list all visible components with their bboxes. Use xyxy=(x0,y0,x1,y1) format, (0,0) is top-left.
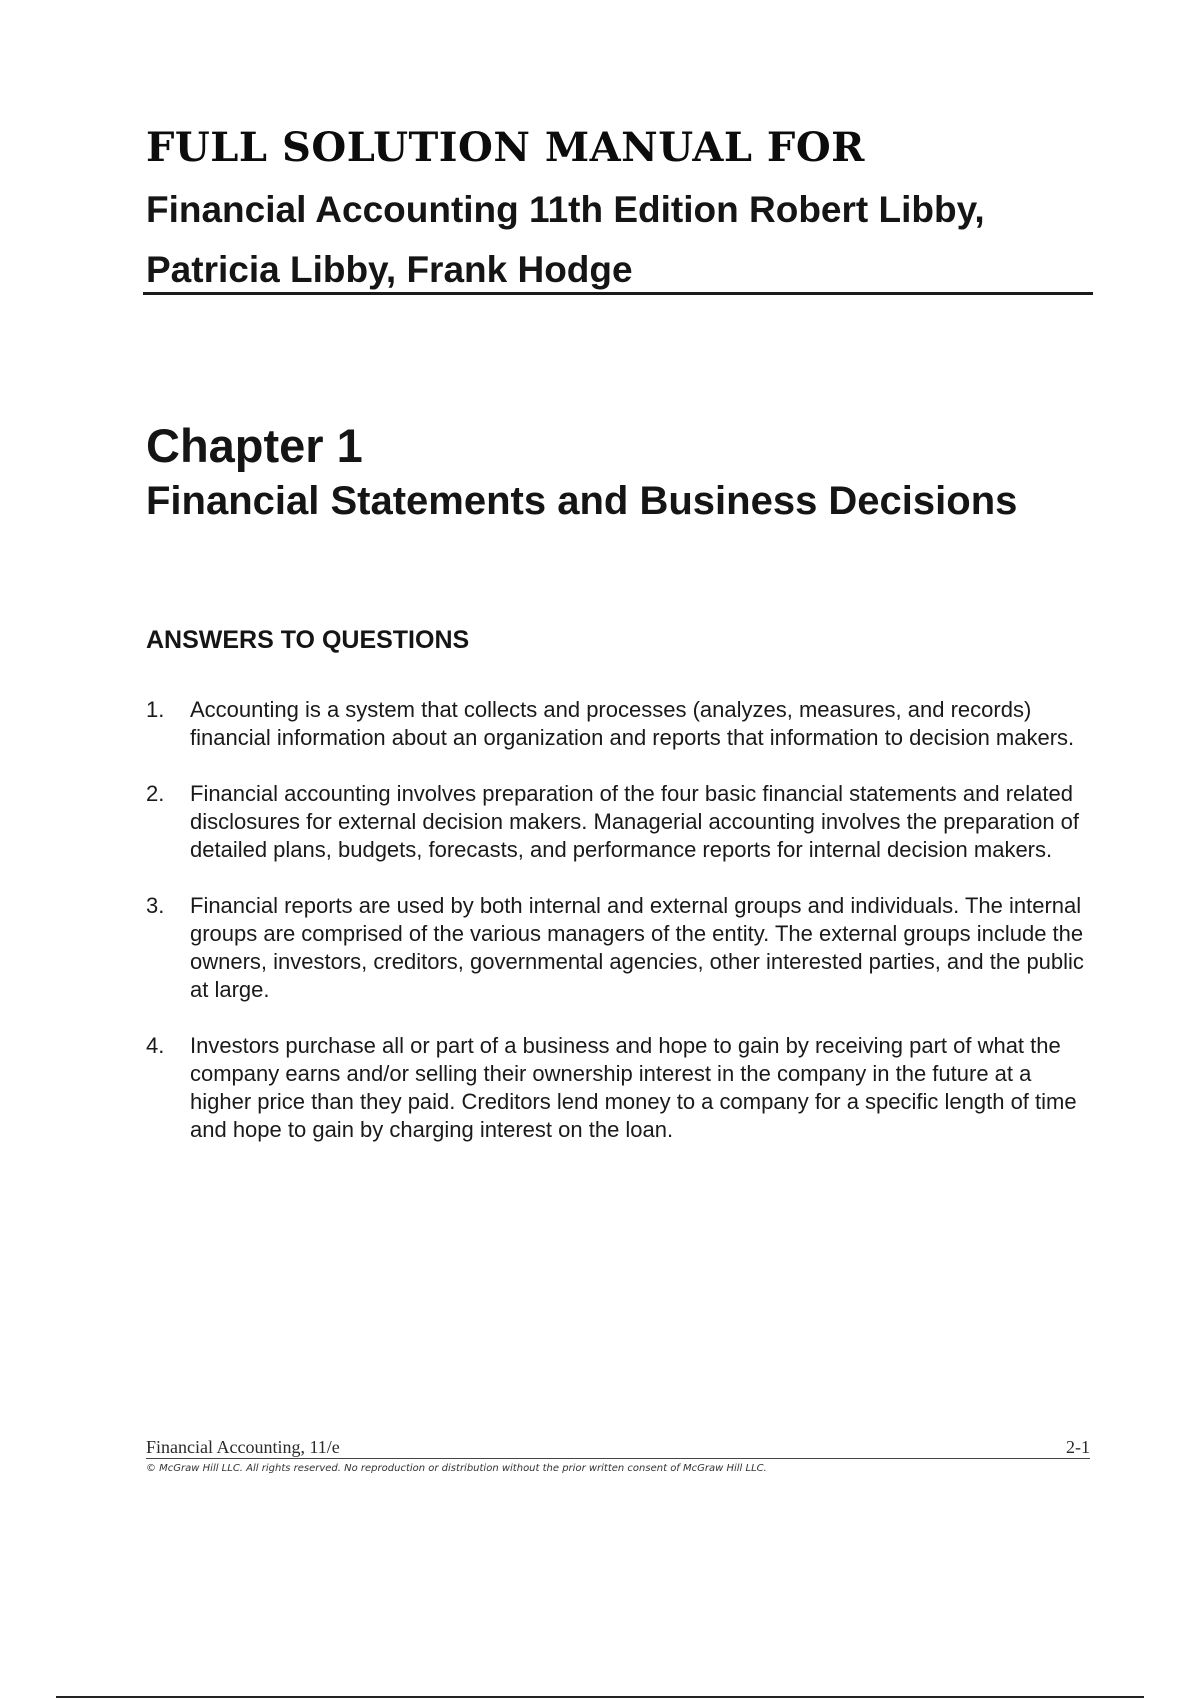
answer-number: 2. xyxy=(146,781,165,806)
answer-number: 3. xyxy=(146,893,165,918)
answer-number: 1. xyxy=(146,697,165,722)
answer-item-2 xyxy=(146,780,1096,864)
chapter-title: Financial Statements and Business Decisions xyxy=(146,479,1018,523)
answer-item-3 xyxy=(146,892,1096,1004)
section-heading: ANSWERS TO QUESTIONS xyxy=(146,626,470,654)
answer-text: Financial reports are used by both internal and external groups and individuals. The internal groups are comprised of the various managers of the entity. The external groups include the owners, investors, creditors, governmental agencies, other interested parties, and the public at large. xyxy=(190,893,1084,1002)
page-bottom-divider xyxy=(56,1696,1144,1698)
footer-page-number: 2-1 xyxy=(1066,1437,1090,1457)
title-underline xyxy=(143,292,1093,295)
chapter-number: Chapter 1 xyxy=(146,419,363,472)
answer-text: Investors purchase all or part of a business and hope to gain by receiving part of what the company earns and/or selling their ownership interest in the company in the future at a higher price than they paid. Creditors lend money to a company for a specific length of time and hope to gain by charging interest on the loan. xyxy=(190,1033,1077,1142)
answer-text: Financial accounting involves preparation of the four basic financial statements and related disclosures for external decision makers. Managerial accounting involves the preparation of detailed plans, budgets, forecasts, and performance reports for internal decision makers. xyxy=(190,781,1080,862)
answer-item-1 xyxy=(146,696,1096,752)
solution-manual-banner: FULL SOLUTION MANUAL FOR xyxy=(146,124,865,171)
answers-list xyxy=(146,696,1096,1172)
footer-divider xyxy=(146,1458,1090,1459)
footer-book-edition: Financial Accounting, 11/e xyxy=(146,1437,340,1457)
book-title: Financial Accounting 11th Edition Robert Libby, Patricia Libby, Frank Hodge xyxy=(146,189,985,290)
answer-number: 4. xyxy=(146,1033,165,1058)
answer-text: Accounting is a system that collects and processes (analyzes, measures, and records) financial information about an organization and reports that information to decision makers. xyxy=(190,697,1075,750)
copyright-notice: © McGraw Hill LLC. All rights reserved. No reproduction or distribution without the prior written consent of McGraw Hill LLC. xyxy=(146,1463,767,1474)
answer-item-4 xyxy=(146,1032,1096,1144)
